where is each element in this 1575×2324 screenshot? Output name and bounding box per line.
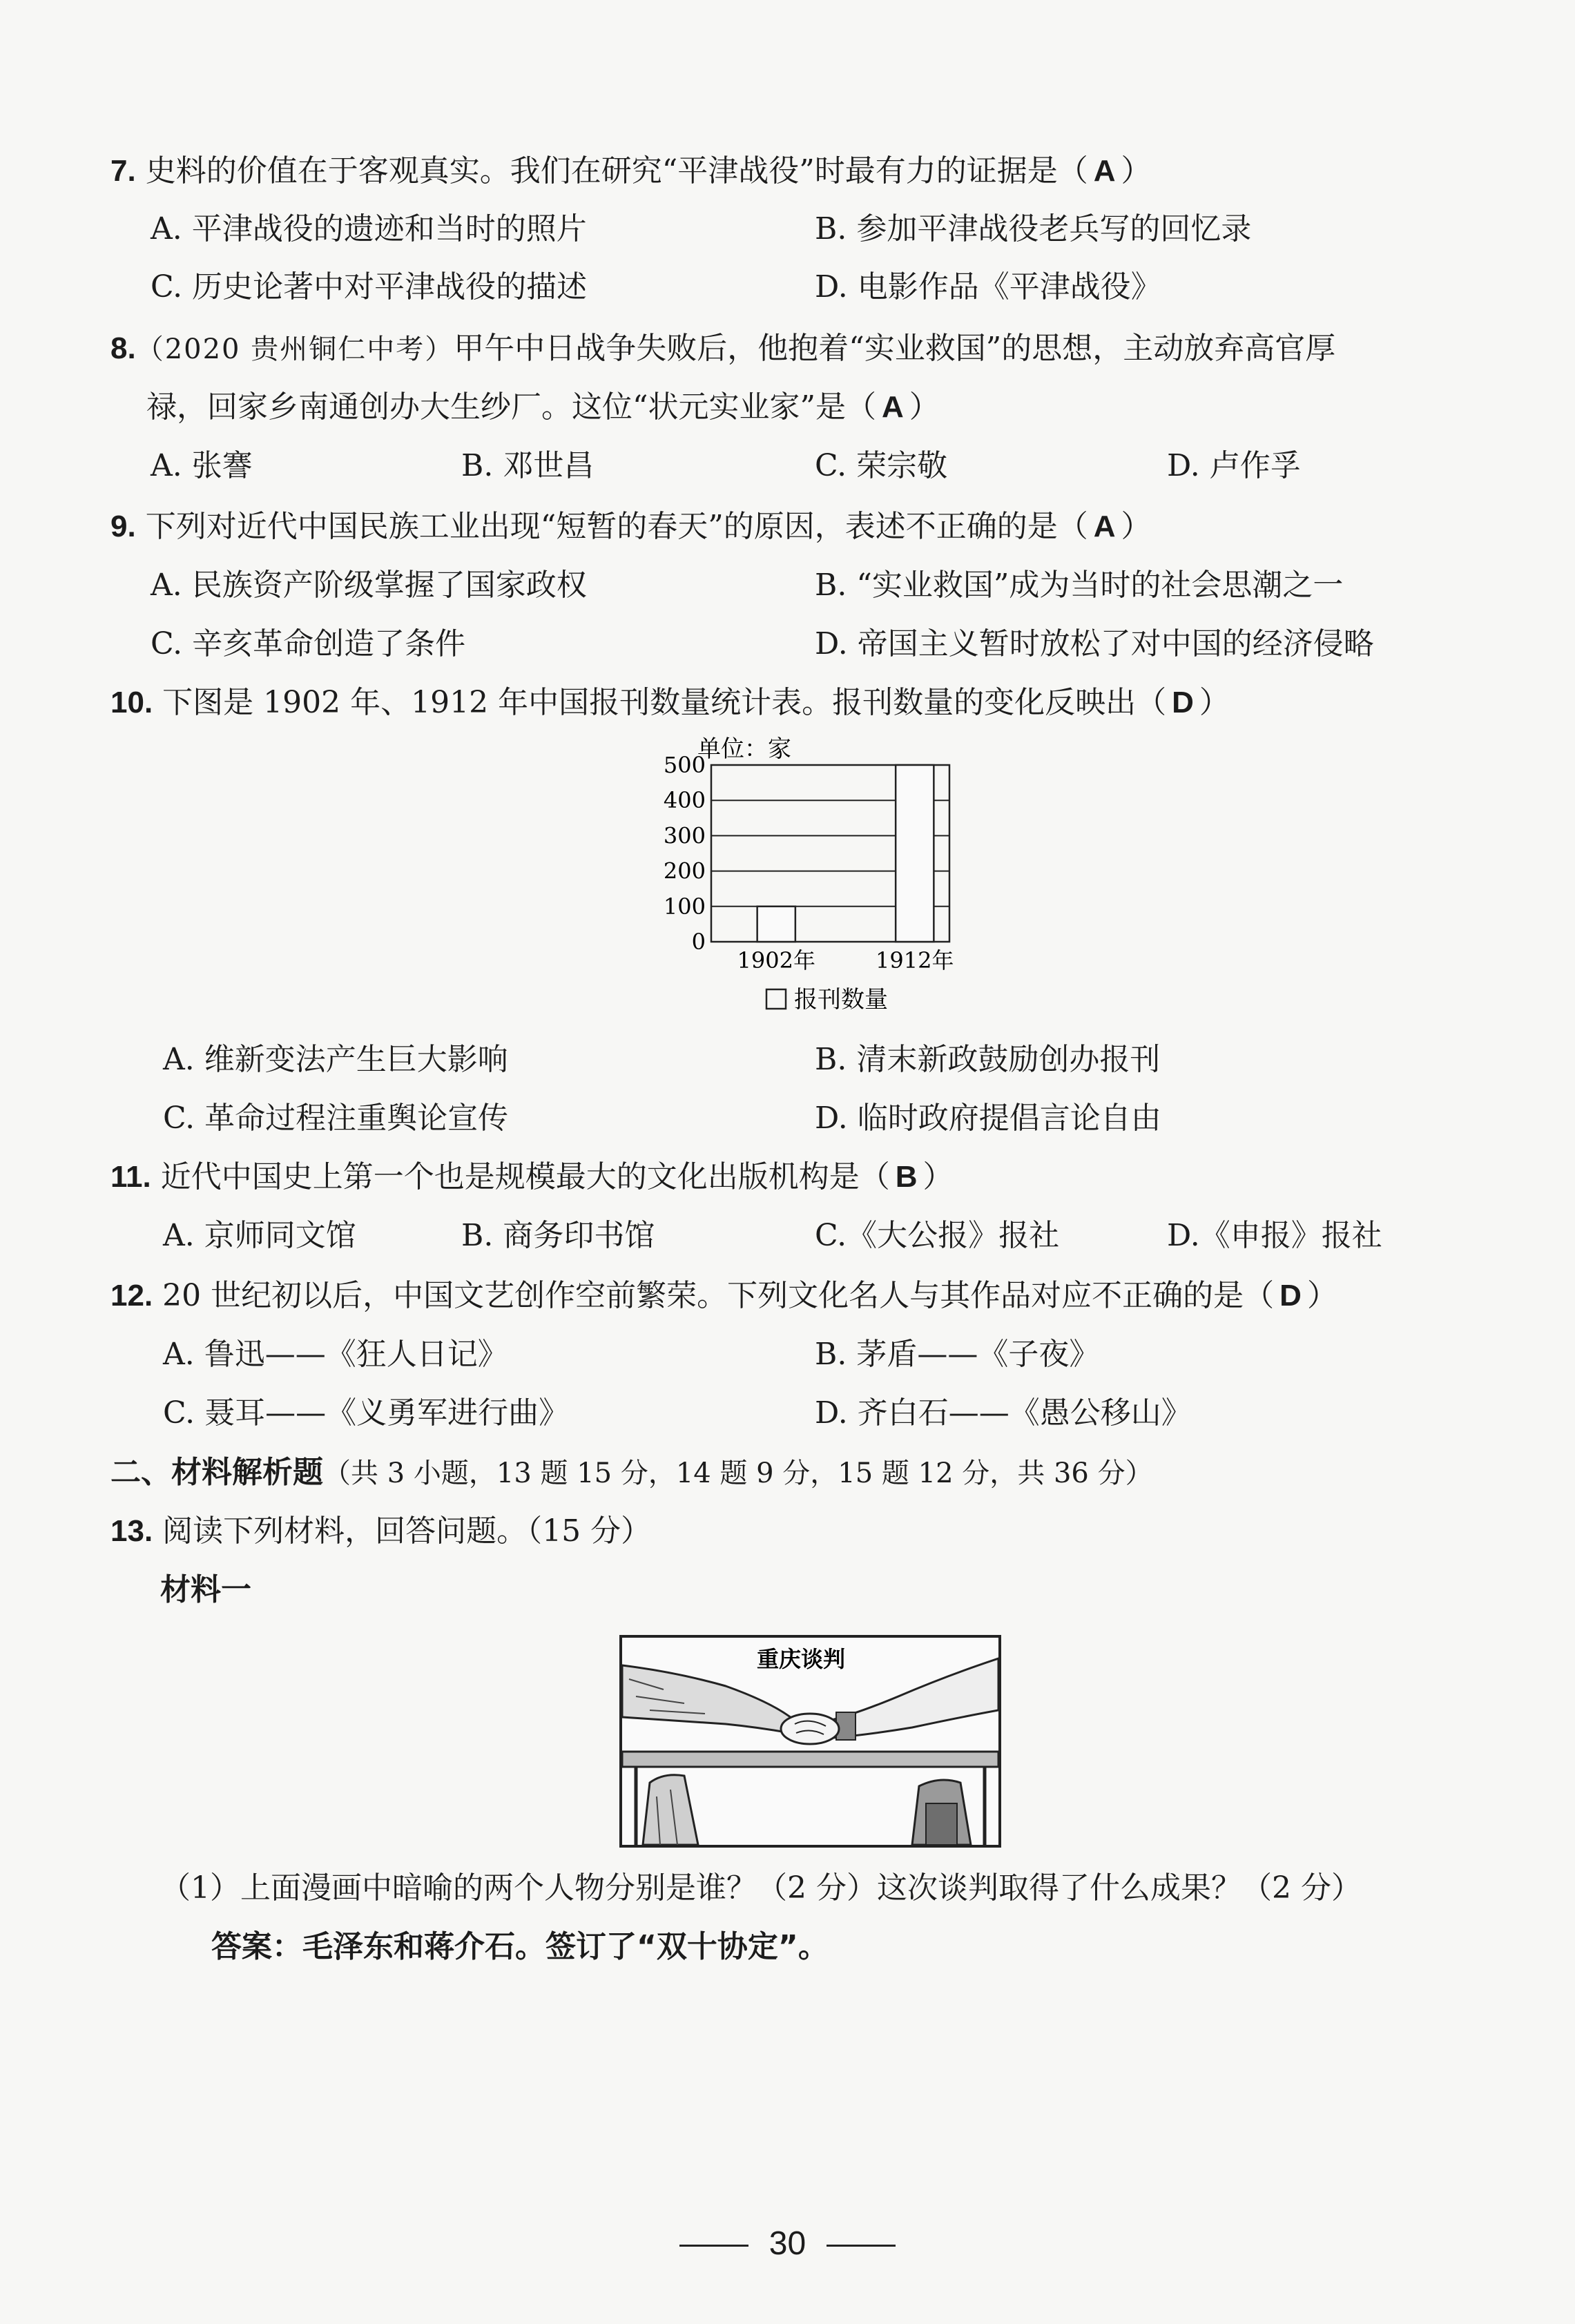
option: A. 平津战役的遗迹和当时的照片 (151, 211, 587, 246)
option: D. 临时政府提倡言论自由 (815, 1101, 1161, 1136)
question-13-answer: 答案：毛泽东和蒋介石。签订了“双十协定”。 (211, 1929, 829, 1964)
page-number: 30 (0, 2225, 1575, 2263)
option: C. 历史论著中对平津战役的描述 (151, 269, 588, 304)
material-label: 材料一 (160, 1572, 251, 1607)
page-number-dash-right (827, 2245, 896, 2247)
answer-mark: D (1279, 1279, 1302, 1313)
option: C. 荣宗敬 (815, 448, 948, 483)
option: A. 民族资产阶级掌握了国家政权 (151, 568, 587, 603)
question-9-stem: 9. 下列对近代中国民族工业出现“短暂的春天”的原因，表述不正确的是（ A ） (110, 509, 1152, 544)
option: C.《大公报》报社 (815, 1218, 1060, 1253)
question-8-stem-line2: 禄，回家乡南通创办大生纱厂。这位“状元实业家”是（ A ） (146, 389, 940, 425)
option: D. 电影作品《平津战役》 (815, 269, 1161, 304)
chart-bar (896, 765, 934, 942)
chart-ytick-label: 300 (663, 822, 706, 849)
option: D. 卢作孚 (1167, 448, 1301, 483)
answer-mark: A (1093, 510, 1116, 543)
chart-xtick-label: 1902年 (737, 947, 815, 974)
question-12-stem: 12. 20 世纪初以后，中国文艺创作空前繁荣。下列文化名人与其作品对应不正确的是（ D ） (110, 1278, 1337, 1313)
option: B. 茅盾——《子夜》 (815, 1337, 1100, 1372)
chart-unit-label: 单位：家 (697, 735, 791, 763)
newspaper-count-chart (642, 732, 974, 1022)
chart-ytick-label: 500 (663, 752, 706, 778)
question-8-stem: 8.（2020 贵州铜仁中考）甲午中日战争失败后，他抱着“实业救国”的思想，主动放弃高官厚 (110, 331, 1336, 366)
question-10-stem: 10. 下图是 1902 年、1912 年中国报刊数量统计表。报刊数量的变化反映出（ D ） (110, 685, 1230, 720)
section-2-heading: 二、材料解析题（共 3 小题，13 题 15 分，14 题 9 分，15 题 12 分，共 36 分） (110, 1455, 1153, 1490)
option: B. “实业救国”成为当时的社会思潮之一 (815, 568, 1344, 603)
option: D.《申报》报社 (1167, 1218, 1382, 1253)
legend-label: 报刊数量 (794, 986, 888, 1014)
question-13-sub1: （1）上面漫画中暗喻的两个人物分别是谁？（2 分）这次谈判取得了什么成果？（2 分） (160, 1870, 1362, 1906)
option: B. 参加平津战役老兵写的回忆录 (815, 211, 1252, 246)
answer-mark: B (895, 1160, 918, 1194)
chart-ytick-label: 400 (663, 787, 706, 814)
option: D. 帝国主义暂时放松了对中国的经济侵略 (815, 626, 1374, 661)
option: A. 张謇 (151, 448, 253, 483)
chart-svg (642, 732, 974, 1022)
option: A. 鲁迅——《狂人日记》 (163, 1337, 508, 1372)
chart-ytick-label: 100 (663, 893, 706, 920)
question-source: （2020 贵州铜仁中考） (135, 333, 454, 365)
option: A. 维新变法产生巨大影响 (163, 1042, 508, 1077)
option: C. 革命过程注重舆论宣传 (163, 1101, 509, 1136)
option: C. 辛亥革命创造了条件 (151, 626, 466, 661)
chart-ytick-label: 200 (663, 858, 706, 884)
answer-mark: D (1172, 686, 1194, 719)
answer-mark: A (1093, 154, 1116, 188)
question-11-stem: 11. 近代中国史上第一个也是规模最大的文化出版机构是（ B ） (110, 1159, 954, 1194)
answer-mark: A (882, 390, 904, 424)
page-number-dash-left (679, 2245, 748, 2247)
chart-bar (757, 907, 795, 942)
option: B. 邓世昌 (461, 448, 595, 483)
option: B. 商务印书馆 (461, 1218, 655, 1253)
question-13-stem: 13. 阅读下列材料，回答问题。（15 分） (110, 1513, 652, 1549)
chongqing-negotiation-cartoon (619, 1635, 1001, 1848)
option: B. 清末新政鼓励创办报刊 (815, 1042, 1161, 1077)
legend-swatch (766, 989, 786, 1009)
chart-xtick-label: 1912年 (876, 947, 954, 974)
option: A. 京师同文馆 (163, 1218, 356, 1253)
cartoon-caption: 重庆谈判 (757, 1646, 846, 1672)
chart-ytick-label: 0 (691, 929, 706, 955)
question-7-stem: 7. 史料的价值在于客观真实。我们在研究“平津战役”时最有力的证据是（ A ） (110, 153, 1152, 188)
option: D. 齐白石——《愚公移山》 (815, 1395, 1192, 1431)
cartoon-drawing (622, 1638, 998, 1845)
option: C. 聂耳——《义勇军进行曲》 (163, 1395, 570, 1431)
